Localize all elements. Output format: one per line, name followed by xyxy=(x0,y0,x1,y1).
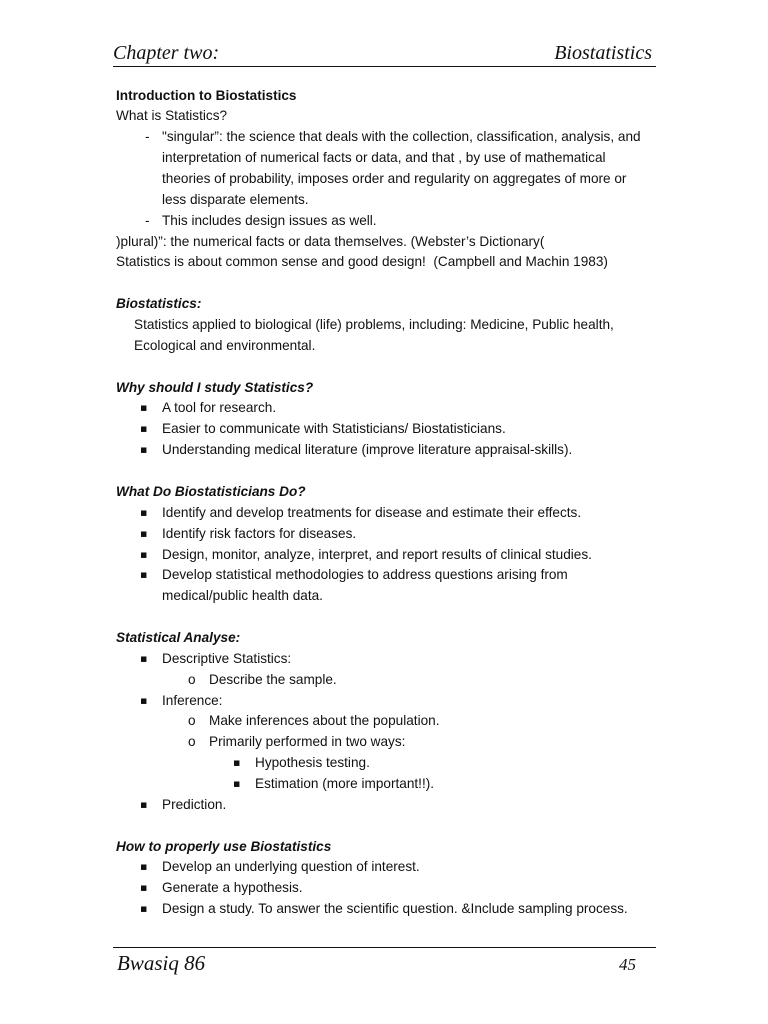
sub-list-item-text: Primarily performed in two ways: xyxy=(209,734,406,750)
list-item-text: Design, monitor, analyze, interpret, and report results of clinical studies. xyxy=(162,546,592,562)
definition-text: "singular”: the science that deals with the collection, classification, analysis, and xyxy=(162,129,641,145)
definition-continuation xyxy=(0,169,768,190)
dash-marker: - xyxy=(145,129,150,145)
circle-bullet-icon: o xyxy=(188,734,196,750)
definition-continuation xyxy=(0,148,768,169)
sub-sub-list-item xyxy=(0,774,768,795)
blank-line xyxy=(0,273,768,294)
quote-text: Statistics is about common sense and good design! (Campbell and Machin 1983) xyxy=(116,254,608,270)
section-heading-line xyxy=(0,378,768,399)
square-bullet-icon: ▪ xyxy=(140,547,148,561)
square-bullet-icon: ▪ xyxy=(140,505,148,519)
why-heading: Why should I study Statistics? xyxy=(116,379,314,395)
sub-sub-list-item xyxy=(0,753,768,774)
list-item-text: Develop statistical methodologies to address questions arising from xyxy=(162,567,568,583)
list-item-text: A tool for research. xyxy=(162,400,277,416)
blank-line xyxy=(0,461,768,482)
footer-author: Bwasiq 86 xyxy=(117,951,206,975)
sub-list-item xyxy=(0,711,768,732)
chapter-label: Chapter two: xyxy=(113,42,220,64)
definition-text: interpretation of numerical facts or data, and that , by use of mathematical xyxy=(162,150,606,166)
sub-list-item xyxy=(0,732,768,753)
square-bullet-icon: ▪ xyxy=(233,756,241,770)
list-item xyxy=(0,565,768,586)
list-item xyxy=(0,440,768,461)
howto-heading: How to properly use Biostatistics xyxy=(116,838,332,854)
paragraph-line xyxy=(0,336,768,357)
list-item-text: Design a study. To answer the scientific question. &Include sampling process. xyxy=(162,901,628,917)
biostatistics-heading: Biostatistics: xyxy=(116,296,202,312)
list-item-text: Develop an underlying question of interest. xyxy=(162,859,420,875)
square-bullet-icon: ▪ xyxy=(140,860,148,874)
blank-line xyxy=(0,816,768,837)
square-bullet-icon: ▪ xyxy=(233,776,241,790)
paragraph-line xyxy=(0,315,768,336)
intro-title: Introduction to Biostatistics xyxy=(116,87,297,103)
square-bullet-icon: ▪ xyxy=(140,401,148,415)
square-bullet-icon: ▪ xyxy=(140,526,148,540)
paragraph-text: Statistics applied to biological (life) problems, including: Medicine, Public health, xyxy=(134,317,614,333)
list-item-text: Easier to communicate with Statisticians/ Biostatisticians. xyxy=(162,421,506,437)
footer-rule xyxy=(113,947,656,948)
list-item-text: medical/public health data. xyxy=(162,588,323,604)
subject-label: Biostatistics xyxy=(554,42,652,64)
document-body xyxy=(0,86,768,920)
list-item xyxy=(0,795,768,816)
sub-list-item xyxy=(0,670,768,691)
list-item xyxy=(0,857,768,878)
list-item-text: Generate a hypothesis. xyxy=(162,880,303,896)
list-item-text: Identify risk factors for diseases. xyxy=(162,525,357,541)
list-item xyxy=(0,691,768,712)
definition-text: less disparate elements. xyxy=(162,191,309,207)
definition-continuation xyxy=(0,190,768,211)
definition-text: theories of probability, imposes order and regularity on aggregates of more or xyxy=(162,171,627,187)
square-bullet-icon: ▪ xyxy=(140,797,148,811)
paragraph-text: Ecological and environmental. xyxy=(134,337,316,353)
section-heading-line xyxy=(0,482,768,503)
intro-question: What is Statistics? xyxy=(116,108,228,124)
list-item xyxy=(0,503,768,524)
sub-list-item-text: Describe the sample. xyxy=(209,671,337,687)
list-item-continuation xyxy=(0,586,768,607)
circle-bullet-icon: o xyxy=(188,671,196,687)
list-item-text: Identify and develop treatments for disease and estimate their effects. xyxy=(162,504,582,520)
sub-list-item-text: Make inferences about the population. xyxy=(209,713,440,729)
square-bullet-icon: ▪ xyxy=(140,881,148,895)
square-bullet-icon: ▪ xyxy=(140,902,148,916)
dash-marker: - xyxy=(145,212,150,228)
list-item xyxy=(0,878,768,899)
list-item-text: Understanding medical literature (improve literature appraisal-skills). xyxy=(162,442,573,458)
page-number: 45 xyxy=(619,955,636,974)
list-item-text: Inference: xyxy=(162,692,223,708)
square-bullet-icon: ▪ xyxy=(140,568,148,582)
square-bullet-icon: ▪ xyxy=(140,443,148,457)
square-bullet-icon: ▪ xyxy=(140,422,148,436)
circle-bullet-icon: o xyxy=(188,713,196,729)
list-item xyxy=(0,524,768,545)
list-item xyxy=(0,398,768,419)
intro-question-line xyxy=(0,106,768,127)
list-item xyxy=(0,419,768,440)
what-do-heading: What Do Biostatisticians Do? xyxy=(116,483,306,499)
definition-text: This includes design issues as well. xyxy=(162,212,377,228)
list-item xyxy=(0,649,768,670)
header-rule xyxy=(113,66,656,67)
list-item xyxy=(0,899,768,920)
plural-definition: )plural)”: the numerical facts or data themselves. (Webster’s Dictionary( xyxy=(116,233,545,249)
plural-definition-line xyxy=(0,232,768,253)
blank-line xyxy=(0,357,768,378)
list-item-text: Prediction. xyxy=(162,796,227,812)
blank-line xyxy=(0,607,768,628)
definition-item xyxy=(0,127,768,148)
analyse-heading: Statistical Analyse: xyxy=(116,629,241,645)
intro-heading-line xyxy=(0,86,768,107)
section-heading-line xyxy=(0,294,768,315)
section-heading-line xyxy=(0,628,768,649)
quote-line xyxy=(0,252,768,273)
square-bullet-icon: ▪ xyxy=(140,693,148,707)
square-bullet-icon: ▪ xyxy=(140,651,148,665)
list-item-text: Descriptive Statistics: xyxy=(162,650,292,666)
section-heading-line xyxy=(0,837,768,858)
list-item xyxy=(0,545,768,566)
definition-item xyxy=(0,211,768,232)
sub-sub-list-item-text: Hypothesis testing. xyxy=(255,755,370,771)
sub-sub-list-item-text: Estimation (more important!!). xyxy=(255,775,435,791)
